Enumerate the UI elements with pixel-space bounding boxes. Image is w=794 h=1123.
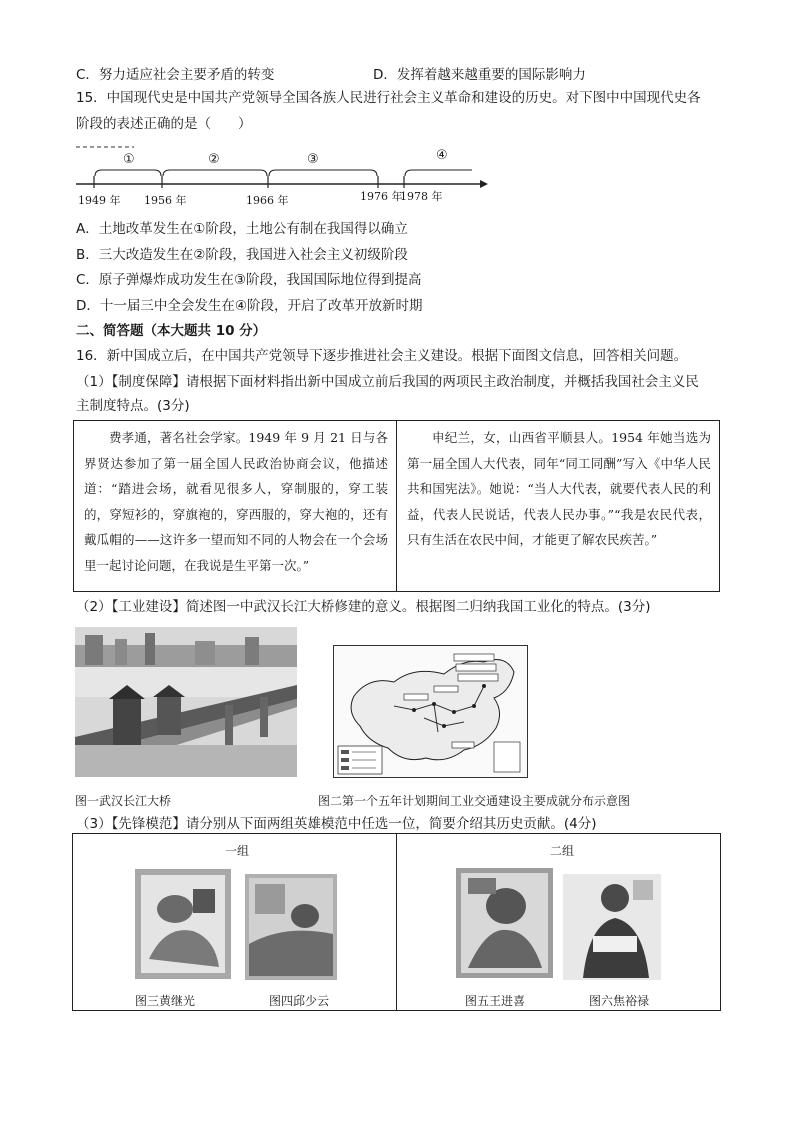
figure2-map <box>333 645 528 778</box>
year-1949: 1949 年 <box>78 194 121 207</box>
hero-divider <box>396 834 397 1010</box>
figure5-photo <box>456 868 553 978</box>
figure2-caption: 图二第一个五年计划期间工业交通建设主要成就分布示意图 <box>318 794 631 808</box>
stage-4-label: ④ <box>436 148 448 163</box>
figure1-bridge-photo <box>75 627 297 777</box>
figure1-caption: 图一武汉长江大桥 <box>75 794 172 808</box>
figure3-caption: 图三黄继光 <box>135 994 196 1008</box>
q15-stem-line2: 阶段的表述正确的是（ ） <box>76 116 252 132</box>
q16-part1-line2: 主制度特点。(3分) <box>76 398 190 414</box>
figure6-photo <box>563 874 661 980</box>
year-1976: 1976 年 <box>360 190 403 203</box>
stage-2-label: ② <box>208 152 220 167</box>
figure6-caption: 图六焦裕禄 <box>589 994 650 1008</box>
group1-title: 一组 <box>225 844 250 858</box>
section-heading: 二、简答题（本大题共 10 分） <box>76 323 267 339</box>
q16-part3: （3）【先锋模范】请分别从下面两组英雄模范中任选一位，简要介绍其历史贡献。(4分) <box>76 816 597 832</box>
material-table <box>73 420 720 592</box>
bridge-illustration <box>75 627 297 777</box>
q15-option-d: D．十一届三中全会发生在④阶段，开启了改革开放新时期 <box>76 298 423 314</box>
option-c-prev: C．努力适应社会主要矛盾的转变 <box>76 67 275 83</box>
q15-option-a: A．土地改革发生在①阶段，土地公有制在我国得以确立 <box>76 221 408 237</box>
stage-3-label: ③ <box>307 152 319 167</box>
q15-option-b: B．三大改造发生在②阶段，我国进入社会主义初级阶段 <box>76 247 408 263</box>
option-d-prev: D．发挥着越来越重要的国际影响力 <box>373 67 586 83</box>
group2-title: 二组 <box>550 844 575 858</box>
material-fei-xiaotong: 费孝通，著名社会学家。1949 年 9 月 21 日与各界贤达参加了第一届全国人民政治协商会议，他描述道：“踏进会场，就看见很多人，穿制服的，穿工装的，穿短衫的，穿旗袍的，穿西服的，穿大袍的，还有戴瓜帽的——这许多一望而知不同的人物会在一个会场里一起讨论问题，在我说是生平第一次。” <box>84 430 388 573</box>
q16-part2: （2）【工业建设】简述图一中武汉长江大桥修建的意义。根据图二归纳我国工业化的特点。(3分) <box>76 599 651 615</box>
q16-part1-line1: （1）【制度保障】请根据下面材料指出新中国成立前后我国的两项民主政治制度，并概括我国社会主义民 <box>76 374 699 390</box>
figure5-caption: 图五王进喜 <box>465 994 526 1008</box>
figure4-caption: 图四邱少云 <box>269 994 330 1008</box>
q16-stem: 16．新中国成立后，在中国共产党领导下逐步推进社会主义建设。根据下面图文信息，回答相关问题。 <box>76 348 688 364</box>
portrait-wang-jinxi <box>456 868 553 978</box>
portrait-jiao-yulu <box>563 874 661 980</box>
q15-stem-line1: 15．中国现代史是中国共产党领导全国各族人民进行社会主义革命和建设的历史。对下图中中国现代史各 <box>76 90 701 106</box>
timeline <box>74 140 494 205</box>
year-1966: 1966 年 <box>246 194 289 207</box>
china-map-illustration <box>334 646 527 777</box>
portrait-qiu-shaoyun <box>245 874 337 980</box>
q15-option-c: C．原子弹爆炸成功发生在③阶段，我国国际地位得到提高 <box>76 272 422 288</box>
figure3-photo <box>135 869 231 979</box>
figure4-photo <box>245 874 337 980</box>
year-1978: 1978 年 <box>400 190 443 203</box>
stage-1-label: ① <box>123 152 135 167</box>
hero-table <box>72 833 721 1011</box>
year-1956: 1956 年 <box>144 194 187 207</box>
portrait-huang-jiguang <box>135 869 231 979</box>
material-shen-jilan: 申纪兰，女，山西省平顺县人。1954 年她当选为第一届全国人大代表，同年“同工同酬”写入《中华人民共和国宪法》。她说：“当人大代表，就要代表人民的利益，代表人民说话，代表人民办事。”“我是农民代表，只有生活在农民中间，才能更了解农民疾苦。” <box>396 421 719 591</box>
